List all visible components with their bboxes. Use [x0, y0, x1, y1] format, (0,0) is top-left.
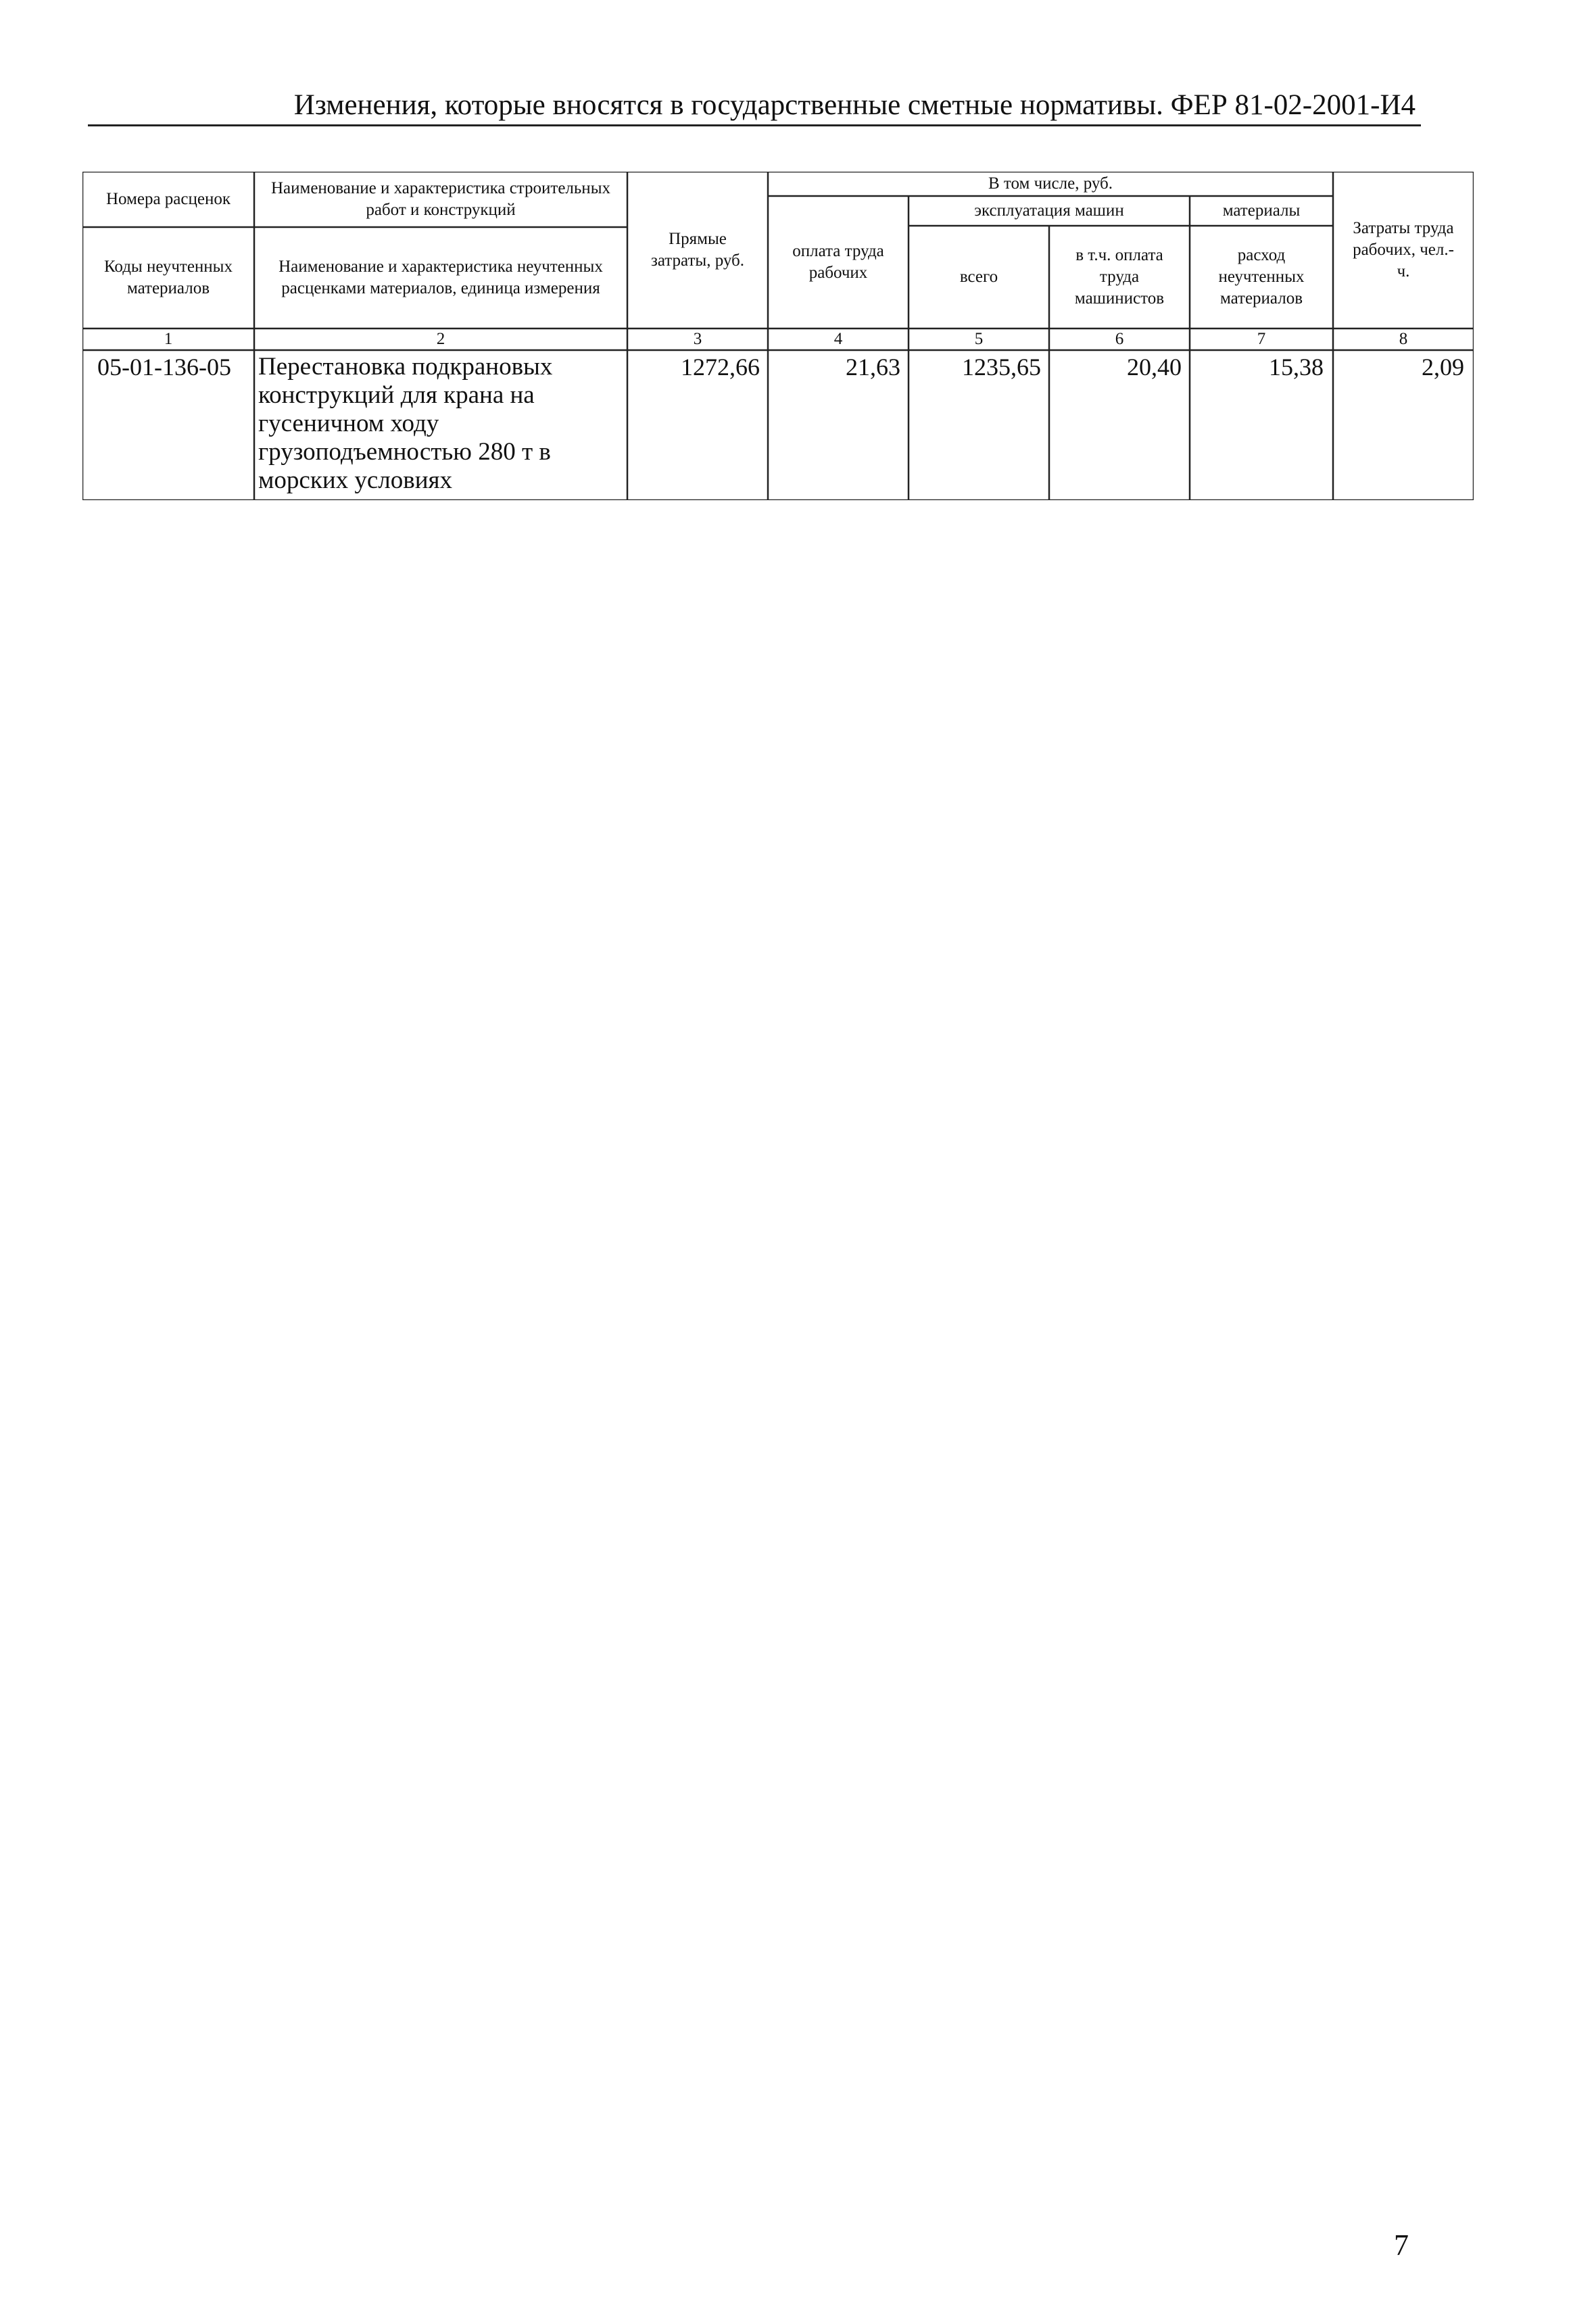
header-machines: эксплуатация машин	[974, 201, 1124, 220]
direct-costs-value: 1272,66	[681, 354, 760, 381]
materials-value: 15,38	[1269, 354, 1324, 381]
column-number-6: 6	[1115, 330, 1124, 348]
work-name-line: Перестановка подкрановых	[258, 353, 553, 381]
column-number-4: 4	[833, 330, 843, 348]
work-name-line: морских условиях	[258, 466, 453, 494]
column-number-5: 5	[974, 330, 984, 348]
header-materials-consumption: расход неучтенных материалов	[1218, 246, 1305, 308]
labor-pay-value: 21,63	[846, 354, 900, 381]
header-direct-costs: Прямые затраты, руб.	[650, 230, 745, 270]
header-including: В том числе, руб.	[988, 174, 1113, 193]
header-material-codes: Коды неучтенных материалов	[104, 258, 233, 297]
machinists-pay-value: 20,40	[1127, 354, 1182, 381]
header-labor-pay: оплата труда рабочих	[792, 242, 884, 282]
document-title: Изменения, которые вносятся в государственные сметные нормативы. ФЕР 81-02-2001-И4	[293, 89, 1416, 121]
work-name-line: грузоподъемностью 280 т в	[258, 438, 551, 466]
header-machines-total: всего	[959, 268, 998, 286]
header-rate-numbers: Номера расценок	[105, 190, 231, 208]
column-number-1: 1	[164, 330, 173, 348]
column-number-2: 2	[436, 330, 445, 348]
header-material-name: Наименование и характеристика неучтенных расценками материалов, единица измерения	[279, 258, 603, 297]
header-materials: материалы	[1222, 201, 1301, 220]
page-number: 7	[1394, 2228, 1409, 2262]
header-labor-hours: Затраты труда рабочих, чел.-ч.	[1353, 219, 1454, 281]
header-machinists-pay: в т.ч. оплата труда машинистов	[1074, 246, 1165, 308]
page-header	[88, 82, 1421, 126]
column-number-3: 3	[693, 330, 702, 348]
machines-total-value: 1235,65	[962, 354, 1041, 381]
column-number-7: 7	[1257, 330, 1266, 348]
column-number-8: 8	[1399, 330, 1408, 348]
estimate-table	[82, 172, 1474, 500]
labor-hours-value: 2,09	[1422, 354, 1464, 381]
header-work-name: Наименование и характеристика строительных работ и конструкций	[270, 179, 610, 219]
rate-code: 05-01-136-05	[97, 354, 231, 381]
work-name-line: гусеничном ходу	[258, 410, 439, 437]
work-name-line: конструкций для крана на	[258, 381, 535, 409]
